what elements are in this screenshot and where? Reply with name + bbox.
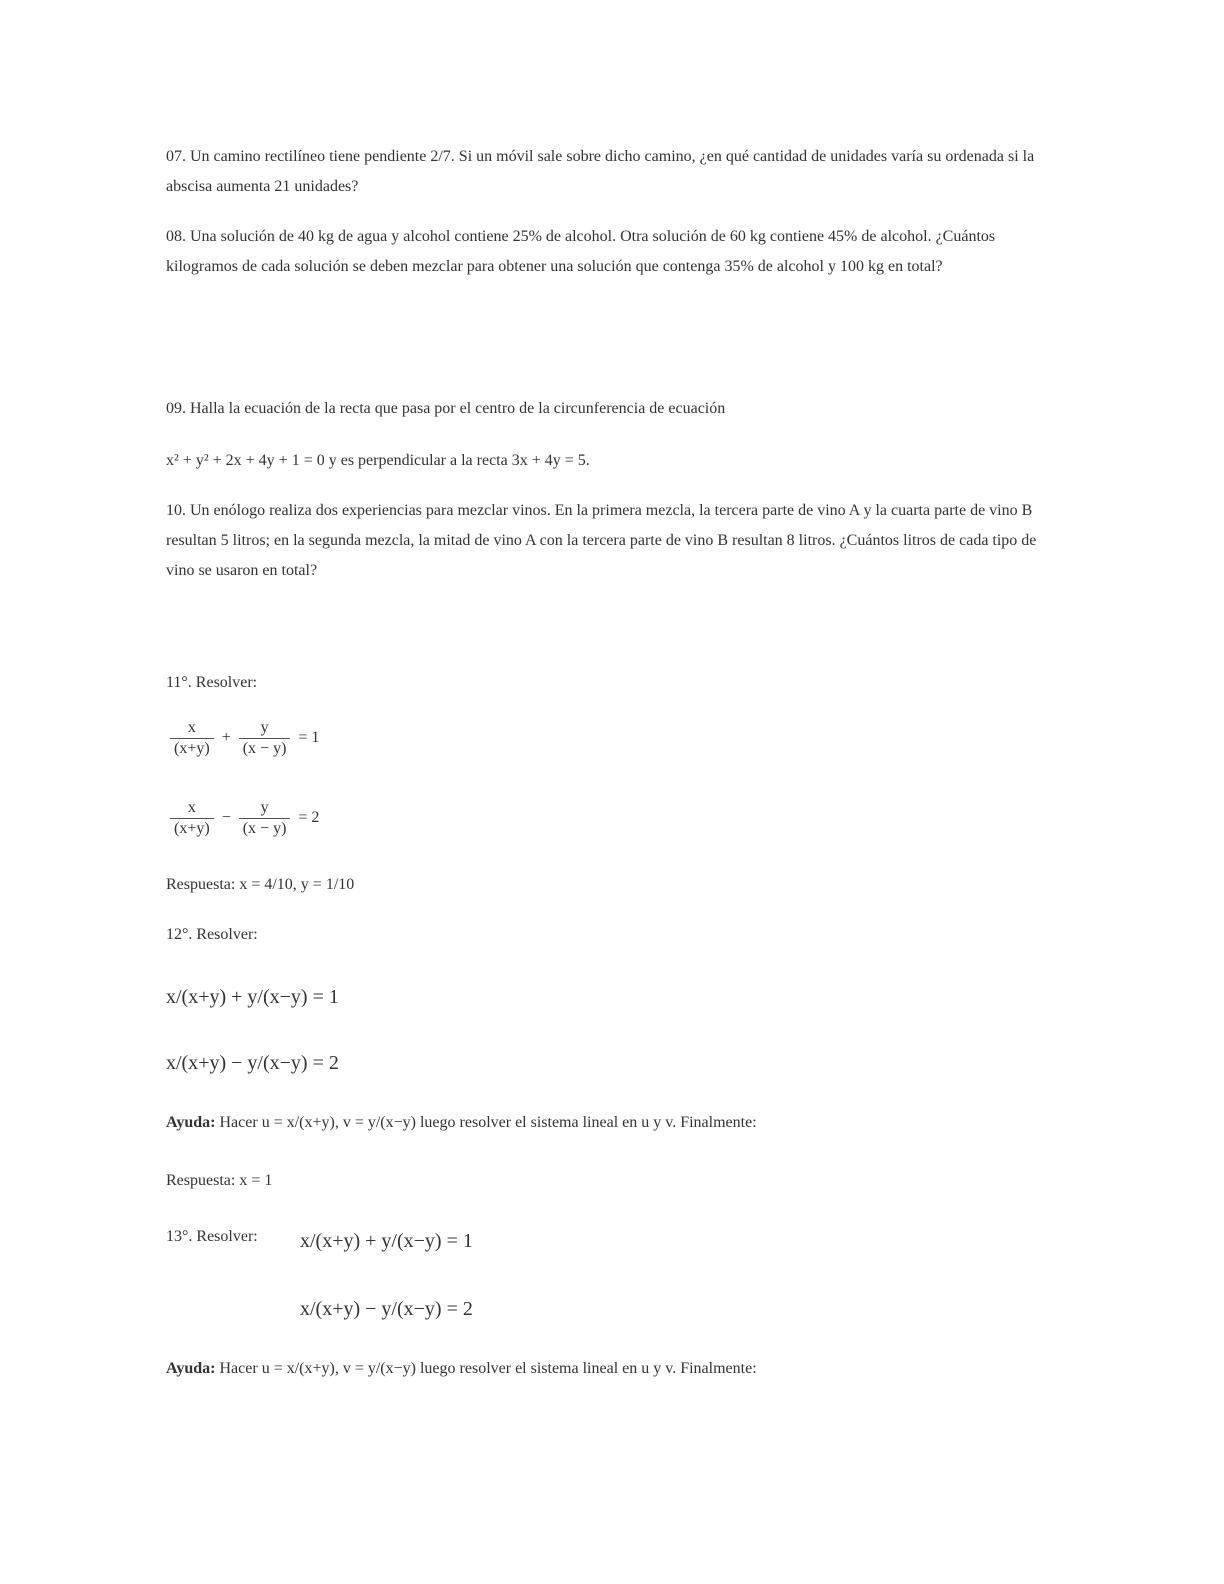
equation-text: x/(x+y) + y/(x−y) = 1 <box>166 986 339 1008</box>
problem-12-hint <box>166 1112 1056 1134</box>
hint-text: Hacer u = x/(x+y), v = y/(x−y) luego resolver el sistema lineal en u y v. Finalmente: <box>219 1360 757 1377</box>
fraction <box>170 798 214 839</box>
problem-9-formula-text: x² + y² + 2x + 4y + 1 = 0 y es perpendicular a la recta 3x + 4y = 5. <box>166 452 590 469</box>
problem-13-equation-2 <box>300 1296 473 1322</box>
numerator: y <box>239 718 291 739</box>
problem-12-answer-text: Respuesta: x = 1 <box>166 1172 273 1189</box>
fraction <box>239 718 291 759</box>
right-hand-side: = 2 <box>298 809 320 827</box>
equation-text: x/(x+y) − y/(x−y) = 2 <box>166 1052 339 1074</box>
problem-9-text: 09. Halla la ecuación de la recta que pasa por el centro de la circunferencia de ecuación <box>166 400 726 417</box>
numerator: y <box>239 798 291 819</box>
problem-11-answer-text: Respuesta: x = 4/10, y = 1/10 <box>166 876 355 893</box>
problem-11-equation-2 <box>166 798 319 839</box>
problem-12-equation-2 <box>166 1050 339 1076</box>
numerator: x <box>170 798 214 819</box>
problem-7 <box>166 142 1056 202</box>
problem-12-equation-1 <box>166 984 339 1010</box>
problem-9 <box>166 394 1056 424</box>
problem-13-hint <box>166 1358 1056 1380</box>
problem-8-text: 08. Una solución de 40 kg de agua y alcohol contiene 25% de alcohol. Otra solución de 60 kg contiene 45% de alcohol. ¿Cuántos kilogramos de cada solución se deben mezclar para obtener una solución que contenga 35% de alcohol y 100 kg en total? <box>166 228 996 275</box>
denominator: (x − y) <box>242 820 287 837</box>
operator: + <box>221 729 231 747</box>
denominator: (x+y) <box>174 820 210 837</box>
equation-text: x/(x+y) − y/(x−y) = 2 <box>300 1298 473 1320</box>
problem-8 <box>166 222 1056 282</box>
hint-text: Hacer u = x/(x+y), v = y/(x−y) luego resolver el sistema lineal en u y v. Finalmente: <box>219 1114 757 1131</box>
problem-13-label-text: 13°. Resolver: <box>166 1228 258 1245</box>
numerator: x <box>170 718 214 739</box>
denominator: (x − y) <box>242 740 287 757</box>
equation-text: x/(x+y) + y/(x−y) = 1 <box>300 1230 473 1252</box>
hint-label: Ayuda: <box>166 1360 216 1377</box>
problem-12-label <box>166 920 1056 950</box>
right-hand-side: = 1 <box>298 729 320 747</box>
problem-7-text: 07. Un camino rectilíneo tiene pendiente 2/7. Si un móvil sale sobre dicho camino, ¿en qué cantidad de unidades varía su ordenada si la abscisa aumenta 21 unidades? <box>166 148 1035 195</box>
denominator: (x+y) <box>174 740 210 757</box>
operator: − <box>221 809 231 827</box>
hint-label: Ayuda: <box>166 1114 216 1131</box>
problem-13-equation-1 <box>300 1228 473 1254</box>
problem-12-answer <box>166 1166 1056 1196</box>
problem-11-label <box>166 668 1056 698</box>
problem-10 <box>166 496 1056 586</box>
problem-11-label-text: 11°. Resolver: <box>166 674 258 691</box>
problem-11-answer <box>166 870 1056 900</box>
problem-10-text: 10. Un enólogo realiza dos experiencias para mezclar vinos. En la primera mezcla, la tercera parte de vino A y la cuarta parte de vino B resultan 5 litros; en la segunda mezcla, la mitad de vino A con la tercera parte de vino B resultan 8 litros. ¿Cuántos litros de cada tipo de vino se usaron en total? <box>166 502 1037 579</box>
problem-9-formula <box>166 446 1056 476</box>
problem-11-equation-1 <box>166 718 319 759</box>
problem-12-label-text: 12°. Resolver: <box>166 926 258 943</box>
fraction <box>170 718 214 759</box>
fraction <box>239 798 291 839</box>
